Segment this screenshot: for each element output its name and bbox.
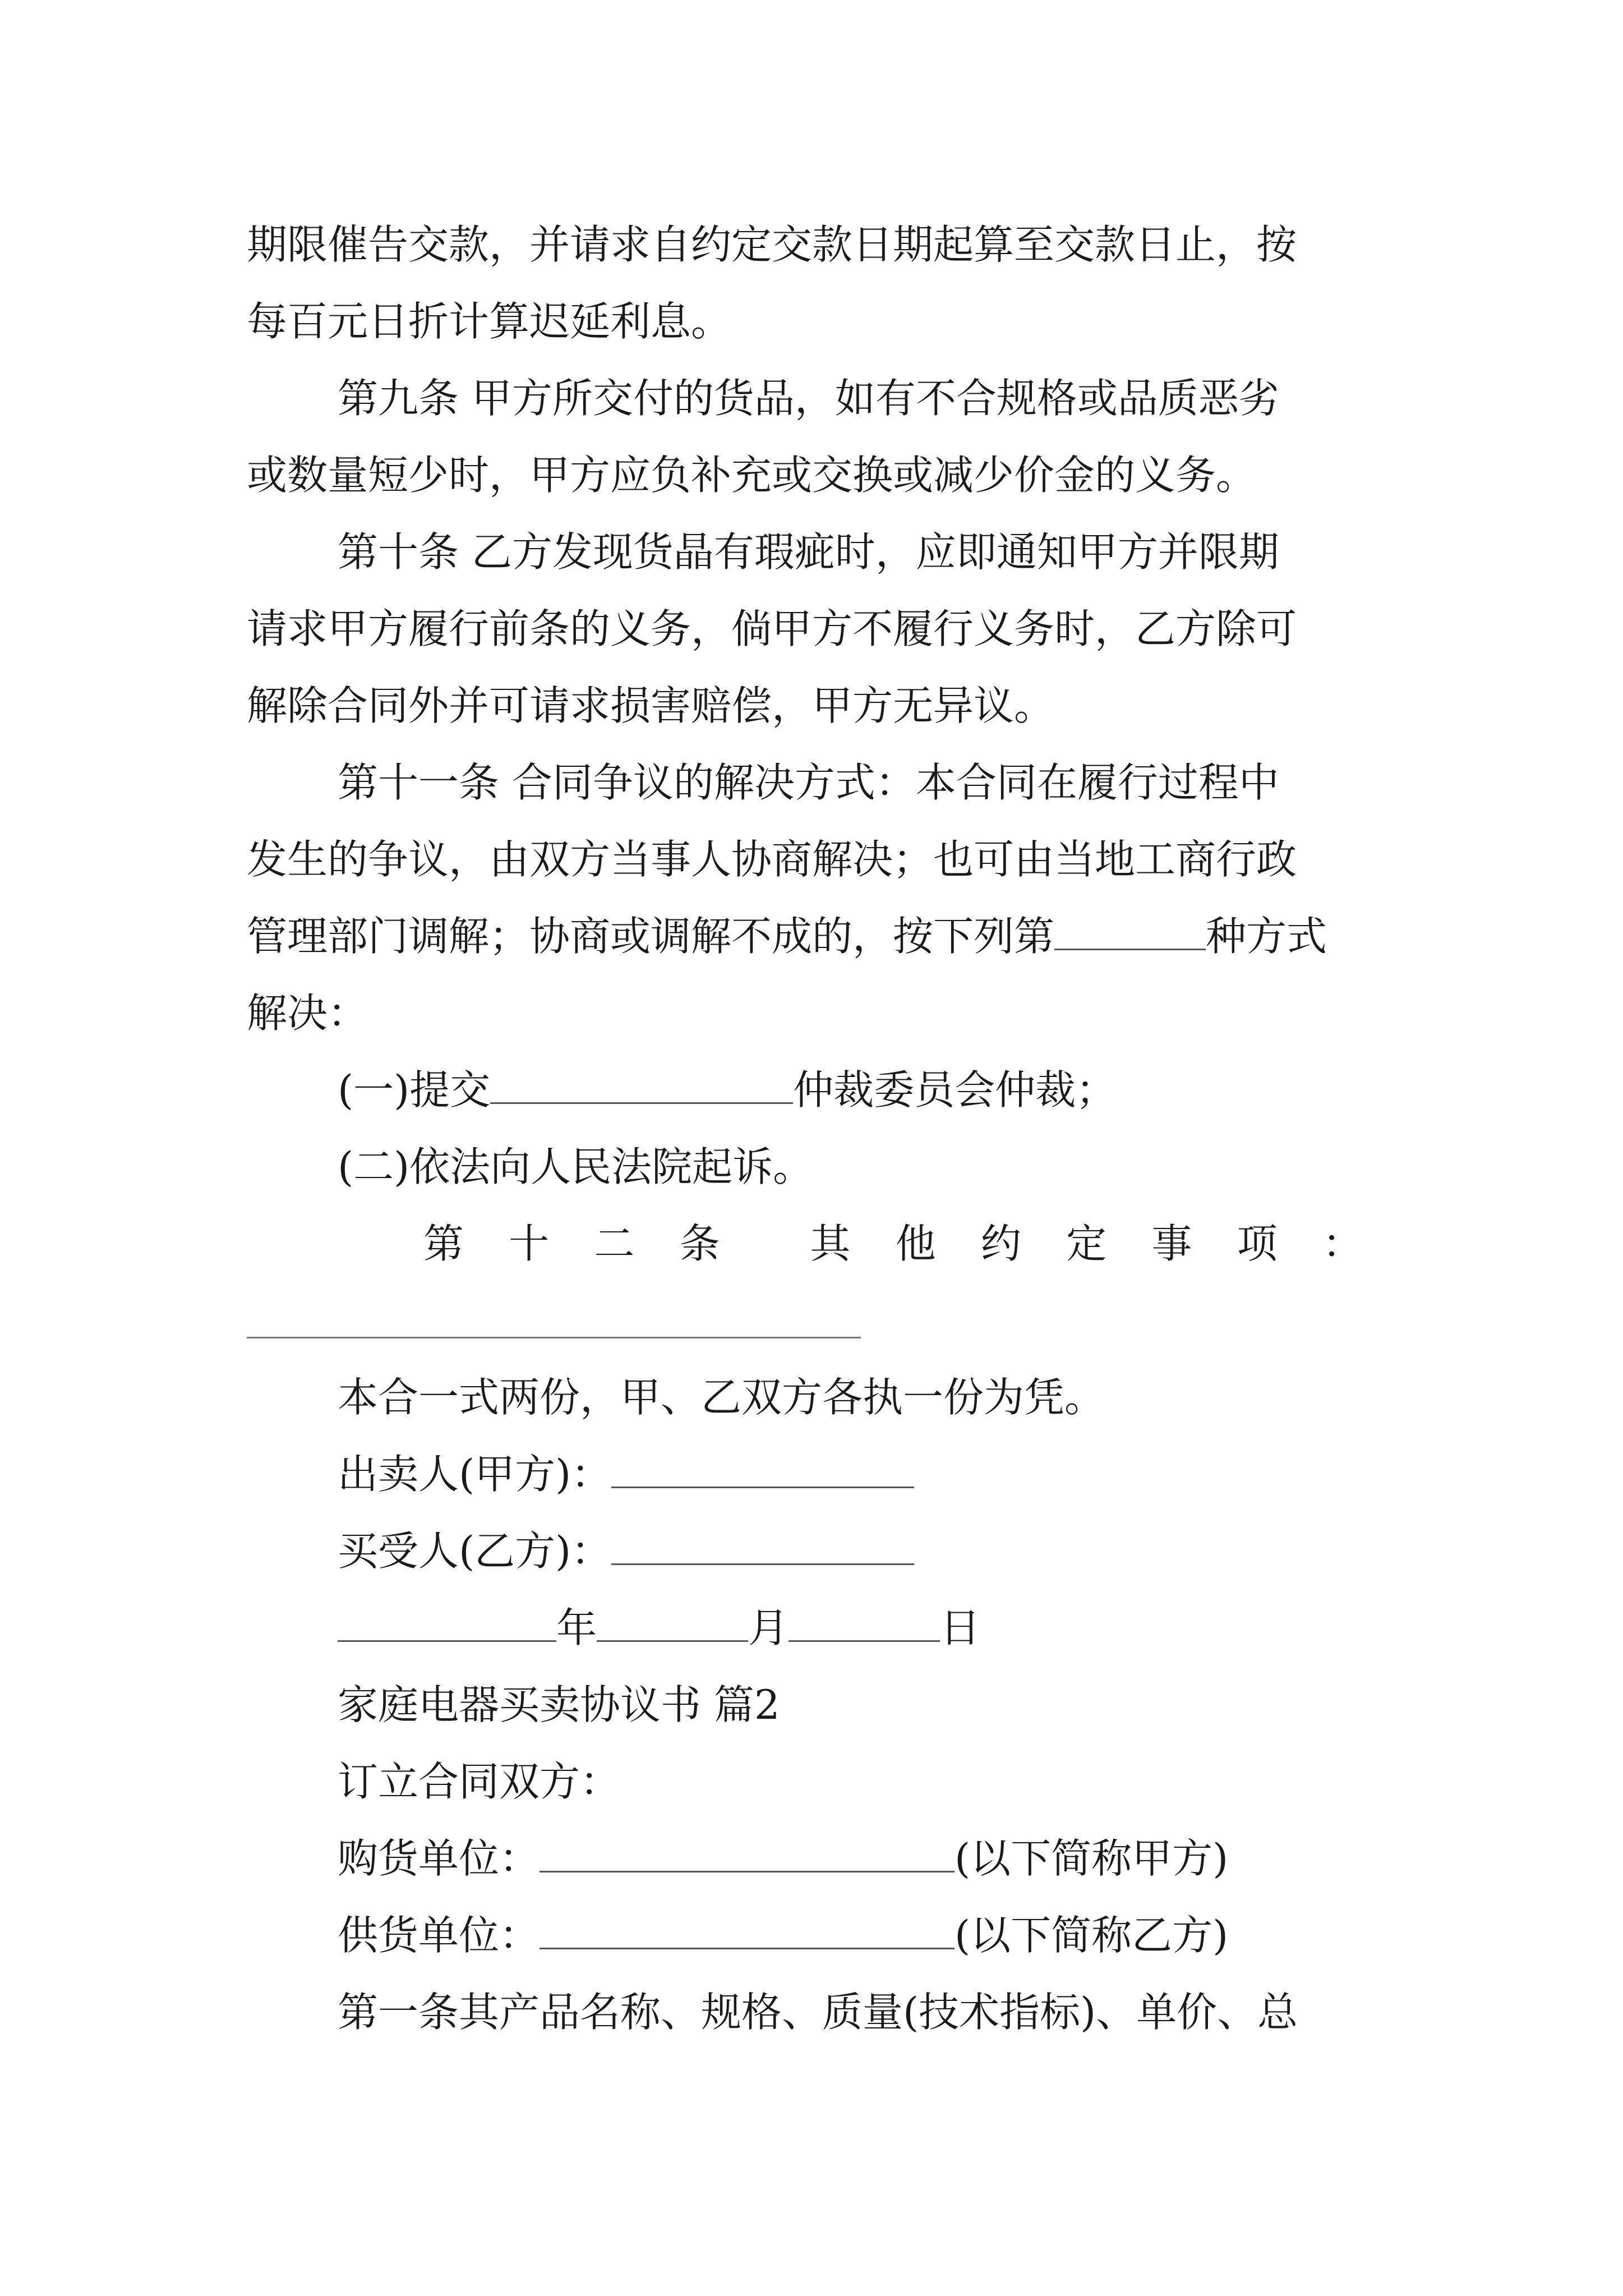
article-11-line: 第十一条 合同争议的解决方式：本合同在履行过程中: [338, 759, 1279, 806]
option-2-line: (二)依法向人民法院起诉。: [338, 1143, 814, 1190]
day-blank[interactable]: [789, 1602, 940, 1642]
article-1-line: 第一条其产品名称、规格、质量(技术指标)、单价、总: [338, 1989, 1298, 2036]
parties-line: 订立合同双方：: [338, 1758, 621, 1805]
purchaser-blank[interactable]: [540, 1833, 955, 1872]
seller-label: 出卖人(甲方)：: [338, 1451, 612, 1498]
paragraph-line: 每百元日折计算迟延利息。: [247, 298, 732, 345]
year-label: 年: [556, 1604, 597, 1651]
article-12-char: 定: [1066, 1220, 1107, 1267]
article-12-char: ：: [1322, 1220, 1363, 1267]
section-heading: 家庭电器买卖协议书 篇2: [338, 1681, 780, 1728]
option-1-line: [338, 1056, 1116, 1124]
day-label: 日: [940, 1604, 981, 1651]
article-12-char: 他: [895, 1220, 936, 1267]
article-12-char: 条: [679, 1220, 720, 1267]
article-12-char: 十: [509, 1220, 550, 1267]
paragraph-line: 期限催告交款，并请求自约定交款日期起算至交款日止，按: [247, 221, 1297, 268]
supplier-label: 供货单位：: [338, 1912, 540, 1959]
purchaser-line: [338, 1825, 1228, 1892]
date-line: [338, 1594, 980, 1662]
seller-blank[interactable]: [611, 1448, 914, 1488]
article-12-char: 约: [980, 1220, 1021, 1267]
article-9-line: 第九条 甲方所交付的货品，如有不合规格或品质恶劣: [338, 375, 1279, 422]
purchaser-label: 购货单位：: [338, 1835, 540, 1882]
paragraph-line: 解除合同外并可请求损害赔偿，甲方无异议。: [247, 682, 1055, 729]
arbitration-committee-blank[interactable]: [490, 1064, 793, 1104]
month-label: 月: [748, 1604, 789, 1651]
buyer-blank[interactable]: [611, 1525, 914, 1565]
text-segment: 仲裁委员会仲裁；: [793, 1066, 1117, 1114]
paragraph-line: 发生的争议，由双方当事人协商解决；也可由当地工商行政: [247, 836, 1297, 883]
paragraph-line: 或数量短少时，甲方应负补充或交换或减少价金的义务。: [247, 452, 1257, 499]
article-10-line: 第十条 乙方发现货晶有瑕疵时，应即通知甲方并限期: [338, 528, 1279, 576]
year-blank[interactable]: [338, 1602, 556, 1642]
text-segment: (一)提交: [338, 1066, 491, 1114]
article-12-char: 其: [810, 1220, 851, 1267]
seller-line: [338, 1441, 914, 1508]
method-number-blank[interactable]: [1054, 910, 1206, 950]
month-blank[interactable]: [597, 1602, 748, 1642]
paragraph-line: 解决：: [247, 990, 368, 1037]
supplier-line: [338, 1902, 1228, 1969]
text-segment: 种方式: [1206, 913, 1327, 960]
purchaser-suffix: (以下简称甲方): [955, 1835, 1229, 1882]
text-segment: 管理部门调解；协商或调解不成的，按下列第: [247, 913, 1055, 960]
buyer-label: 买受人(乙方)：: [338, 1527, 612, 1575]
supplier-suffix: (以下简称乙方): [955, 1912, 1229, 1959]
article-12-char: 项: [1237, 1220, 1278, 1267]
article-12-char: 二: [594, 1220, 635, 1267]
other-terms-blank[interactable]: [247, 1337, 861, 1338]
article-12-char: 事: [1151, 1220, 1192, 1267]
buyer-line: [338, 1517, 914, 1585]
article-12-char: 第: [423, 1220, 464, 1267]
paragraph-line-with-blank: [247, 903, 1327, 970]
copies-line: 本合一式两份，甲、乙双方各执一份为凭。: [338, 1374, 1105, 1421]
article-12-line: [423, 1210, 1363, 1277]
paragraph-line: 请求甲方履行前条的义务，倘甲方不履行义务时，乙方除可: [247, 605, 1297, 652]
supplier-blank[interactable]: [540, 1910, 955, 1949]
